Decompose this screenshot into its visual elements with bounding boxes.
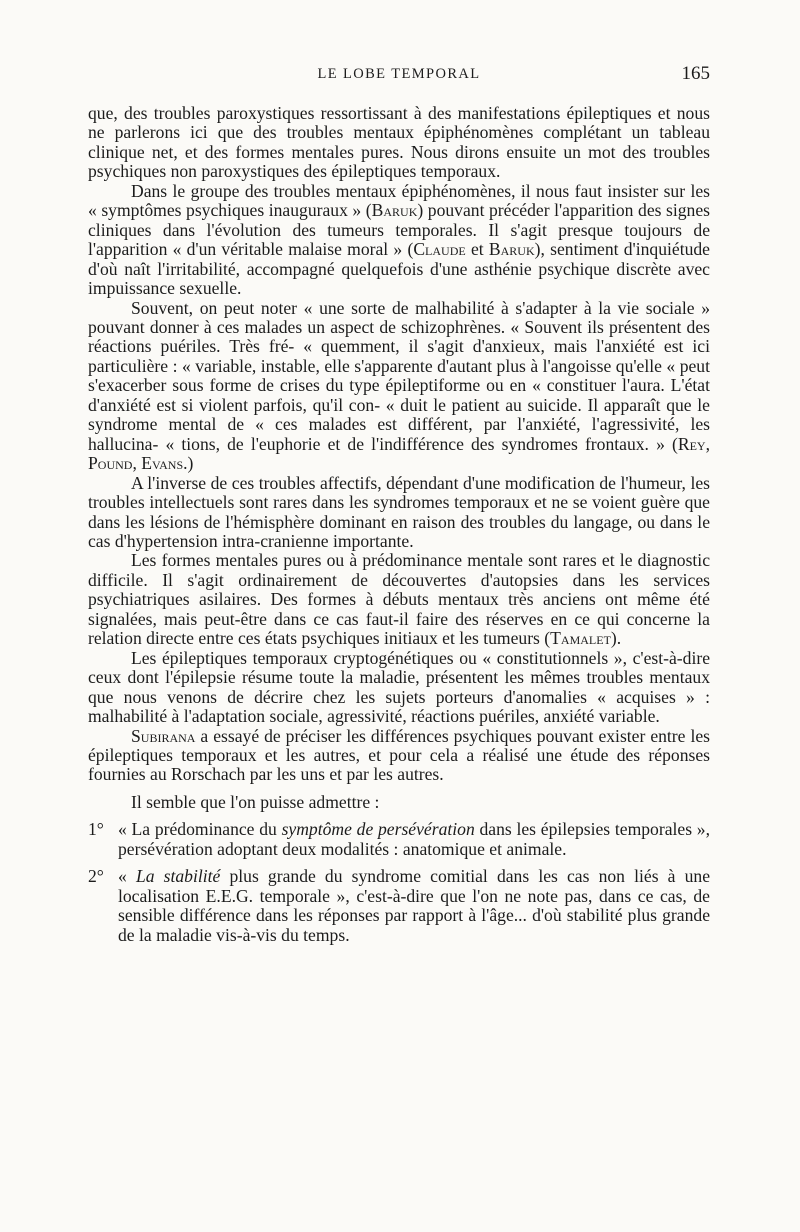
text-run: « <box>118 866 136 887</box>
paragraph <box>88 727 710 785</box>
text-run: dans les épilepsies temporales », persévération adoptant deux modalités : anatomique et animale. <box>118 819 710 859</box>
list-text <box>118 820 710 859</box>
text-run: Dans le groupe des troubles mentaux épiphénomènes, il nous faut insister sur les « symptômes psychiques inauguraux » ( <box>88 180 710 221</box>
list-item <box>88 867 710 945</box>
running-title: LE LOBE TEMPORAL <box>317 66 481 82</box>
text-run: Les épileptiques temporaux cryptogénétiques ou « constitutionnels », c'est-à-dire ceux dont l'épilepsie résume toute la maladie, présentent les mêmes troubles mentaux que nous venons de décrire chez les sujets porteurs d'anomalies « acquises » : malhabilité à l'adaptation sociale, agressivité, réactions puériles, anxiété variable. <box>88 647 710 727</box>
body-text <box>88 104 710 945</box>
text-run: « La prédominance du <box>118 819 282 840</box>
running-header <box>88 63 710 92</box>
paragraph <box>88 793 710 812</box>
text-run: ) pouvant précéder l'apparition des signes cliniques dans l'évolution des tumeurs temporales. Il s'agit presque toujours de l'apparition « d'un véritable malaise moral » ( <box>88 200 710 260</box>
emphasis-text: symptôme de persévération <box>281 819 475 840</box>
author-name: Baruk <box>488 239 535 260</box>
text-run: .) <box>183 453 194 474</box>
paragraph <box>88 182 710 299</box>
paragraph <box>88 551 710 648</box>
author-name: Claude <box>413 239 466 260</box>
text-run: ), sentiment d'inquiétude d'où naît l'irritabilité, accompagné quelquefois d'une asthénie psychique discrète avec impuissance sexuelle. <box>88 239 710 299</box>
text-run: que, des troubles paroxystiques ressortissant à des manifestations épileptiques et nous ne parlerons ici que des troubles mentaux épiphénomènes complétant un tableau clinique net, et des formes mentales pures. Nous dirons ensuite un mot des troubles psychiques non paroxystiques des épileptiques temporaux. <box>88 103 710 182</box>
list-number: 2° <box>88 866 104 887</box>
text-run: plus grande du syndrome comitial dans les cas non liés à une localisation E.E.G. temporale », c'est-à-dire que l'on ne note pas, dans ce cas, de sensible différence dans les réponses par rapport à l'âge... d'où stabilité plus grande de la maladie vis-à-vis du temps. <box>118 866 711 945</box>
author-name: Baruk <box>371 200 418 221</box>
list-number: 1° <box>88 819 104 840</box>
text-run: A l'inverse de ces troubles affectifs, dépendant d'une modification de l'humeur, les troubles intellectuels sont rares dans les syndromes temporaux et ne se voient guère que dans les lésions de l'hémisphère dominant en raison des troubles du langage, ou dans le cas d'hypertension intra-cranienne importante. <box>88 472 710 551</box>
list-item <box>88 820 710 859</box>
paragraph <box>88 299 710 474</box>
list-text <box>118 867 710 945</box>
author-name: Subirana <box>131 725 196 746</box>
text-run: et <box>465 239 489 260</box>
text-run: ). <box>610 628 622 649</box>
author-name: Rey, Pound, Evans <box>88 433 710 474</box>
emphasis-text: La stabilité <box>135 866 221 887</box>
page-number: 165 <box>681 63 710 84</box>
paragraph <box>88 649 710 727</box>
text-run: Il semble que l'on puisse admettre : <box>131 791 380 812</box>
text-run: a essayé de préciser les différences psychiques pouvant exister entre les épileptiques temporaux et les autres, et pour cela a réalisé une étude des réponses fournies au Rorschach par les uns et par les autres. <box>88 725 710 785</box>
paragraph <box>88 474 710 552</box>
author-name: Tamalet <box>550 628 611 649</box>
text-run: Souvent, on peut noter « une sorte de malhabilité à s'adapter à la vie sociale » pouvant donner à ces malades un aspect de schizophrènes. « Souvent ils présentent des réactions puériles. Très fré- « quemment, il s'agit d'anxieux, mais l'anxiété est ici particulière : « variable, instable, elle s'apparente d'autant plus à l'angoisse qu'elle « peut s'exacerber sous forme de crises du type épileptiforme ou en « constituer l'aura. L'état d'anxiété est si violent parfois, qu'il con- « duit le patient au suicide. Il apparaît que le syndrome mental de « ces malades est différent, par l'anxiété, l'agressivité, les hallucina- « tions, de l'euphorie et de l'indifférence des syndromes frontaux. » ( <box>88 297 710 454</box>
paragraph <box>88 104 710 182</box>
text-run: Les formes mentales pures ou à prédominance mentale sont rares et le diagnostic difficile. Il s'agit ordinairement de découvertes d'autopsies dans les services psychiatriques asilaires. Des formes à débuts mentaux très anciens ont même été signalées, mais peut-être dans ce cas faut-il faire des réserves en ce qui concerne la relation directe entre ces états psychiques initiaux et les tumeurs ( <box>88 550 710 649</box>
